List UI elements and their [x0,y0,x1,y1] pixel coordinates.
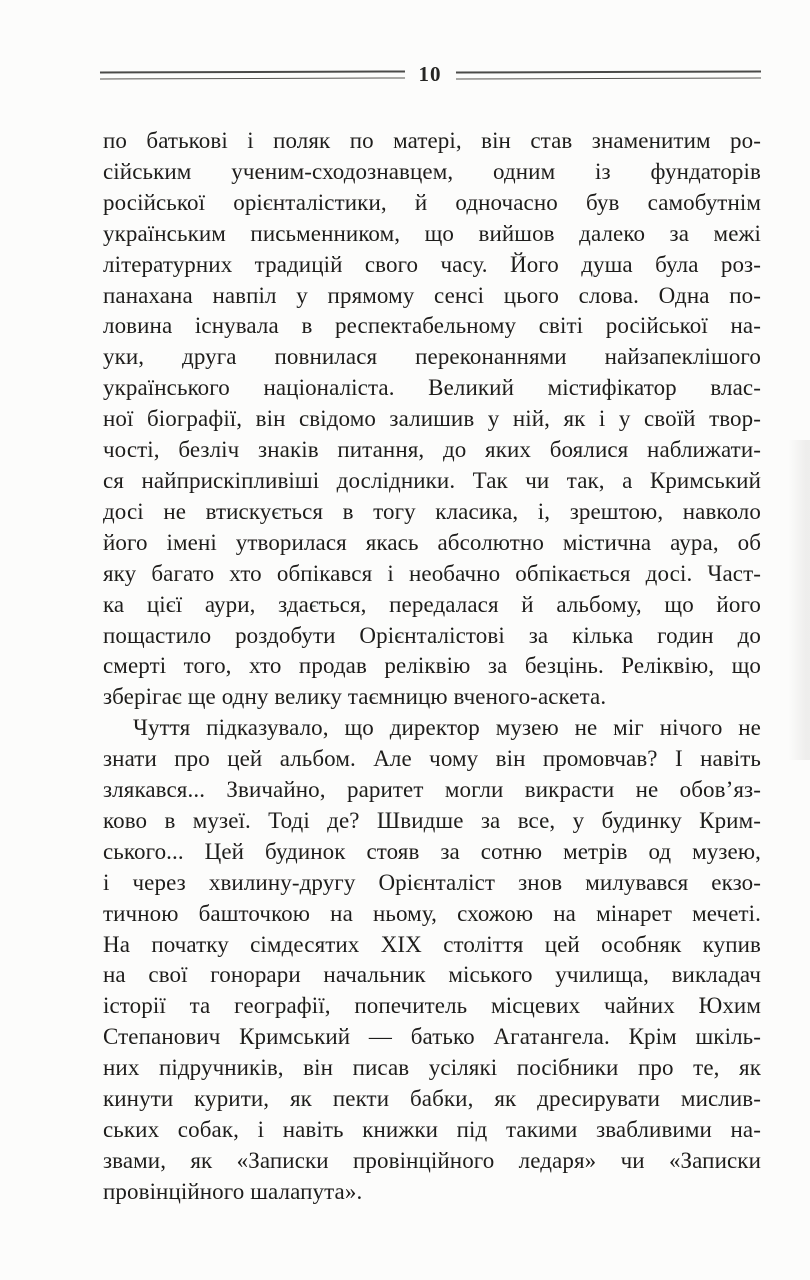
text-line: літературних традицій свого часу. Його душа була роз- [103,251,761,277]
text-line: чості, безліч знаків питання, до яких боялися наближати- [103,437,761,463]
text-line: уки, друга повнилася переконаннями найзапеклішого [103,344,761,370]
text-line: і через хвилину-другу Орієнталіст знов милувався екзо- [103,869,761,895]
text-line: українським письменником, що вийшов далеко за межі [103,220,761,246]
text-line: Чуття підказувало, що директор музею не міг нічого не [133,715,761,741]
text-line: яку багато хто обпікався і необачно обпікається досі. Част- [103,560,761,586]
text-line: ної біографії, він свідомо залишив у ній, як і у своїй твор- [103,406,761,432]
header-rule-left [100,70,405,79]
text-line: ся найприскіпливіші дослідники. Так чи так, а Кримський [103,467,761,493]
text-line: знати про цей альбом. Але чому він промовчав? І навіть [103,746,761,772]
text-line: на свої гонорари начальник міського училища, викладач [103,962,761,988]
text-line: історії та географії, попечитель місцевих чайних Юхим [103,993,761,1019]
text-line: зберігає ще одну велику таємницю вченого-аскета. [103,684,607,710]
text-line: російської орієнталістики, й одночасно був самобутнім [103,189,761,215]
text-line: них підручників, він писав усілякі посібники про те, як [103,1055,761,1081]
text-line: ського... Цей будинок стояв за сотню метрів од музею, [103,838,761,864]
text-line: звами, як «Записки провінційного ледаря» чи «Записки [103,1147,761,1173]
text-line: українського націоналіста. Великий містифікатор влас- [103,375,761,401]
page-curve-shadow [788,440,810,760]
text-line: досі не втискується в тогу класика, і, зрештою, навколо [103,498,761,524]
text-line: провінційного шалапута». [103,1178,363,1204]
text-line: злякався... Звичайно, раритет могли викрасти не обов’яз- [103,777,761,803]
text-line: кинути курити, як пекти бабки, як дресирувати мислив- [103,1086,761,1112]
text-line: ських собак, і навіть книжки під такими звабливими на- [103,1117,761,1142]
text-line: пощастило роздобути Орієнталістові за кілька годин до [103,622,761,648]
header-rule-right [455,70,760,79]
text-line: сійським ученим-сходознавцем, одним із фундаторів [103,158,761,184]
text-line: На початку сімдесятих XIX століття цей особняк купив [103,931,761,957]
text-line: Степанович Кримський — батько Агатангела. Крім шкіль- [103,1024,761,1050]
text-line: панахана навпіл у прямому сенсі цього слова. Одна по- [103,282,761,308]
page-number: 10 [418,62,442,86]
page-header [100,64,760,85]
text-line: по батькові і поляк по матері, він став знаменитим ро- [103,128,761,153]
text-line: ково в музеї. Тоді де? Швидше за все, у будинку Крим- [103,807,761,833]
text-line: ловина існувала в респектабельному світі російської на- [103,313,761,339]
text-line: ка цієї аури, здається, передалася й альбому, що його [103,591,761,617]
text-line: його імені утворилася якась абсолютно містична аура, об [103,529,761,555]
text-line: смерті того, хто продав реліквію за безцінь. Реліквію, що [103,653,761,679]
text-line: тичною башточкою на ньому, схожою на мінарет мечеті. [103,900,761,926]
page-body [103,126,761,1208]
